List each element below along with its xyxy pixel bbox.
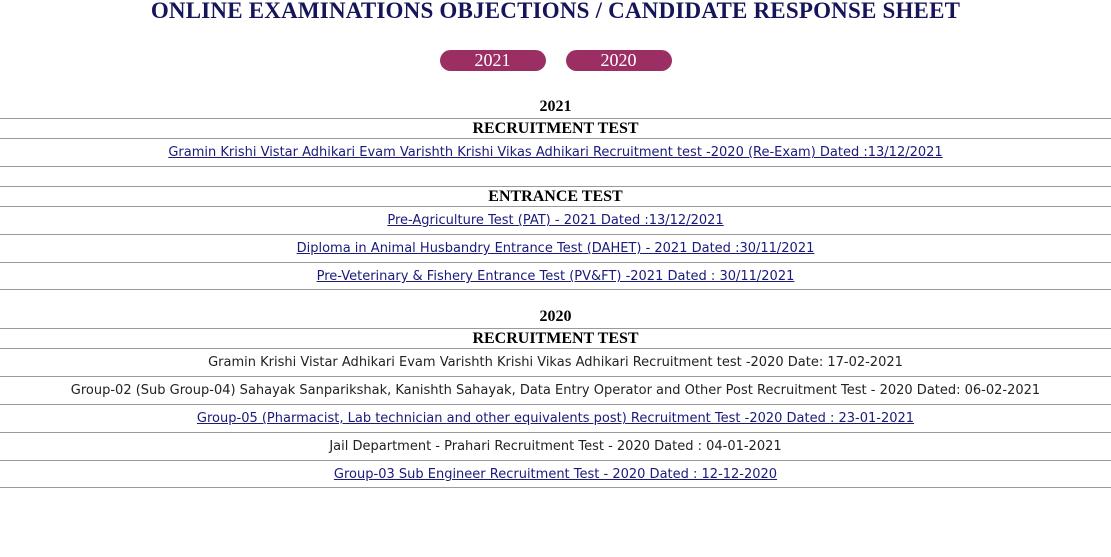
page-title: ONLINE EXAMINATIONS OBJECTIONS / CANDIDATE RESPONSE SHEET [150,0,961,23]
table-row [0,376,1111,404]
exam-link-group03-2020[interactable]: Group-03 Sub Engineer Recruitment Test - 2020 Dated : 12-12-2020 [333,467,778,482]
table-row [0,404,1111,432]
year-tabs [0,50,1111,72]
section-heading-entrance-2021: ENTRANCE TEST [0,186,1111,206]
section-year-2021: 2021 [539,98,572,115]
table-row [0,460,1111,488]
exam-link-group05-2020[interactable]: Group-05 (Pharmacist, Lab technician and other equivalents post) Recruitment Test -2020 Dated : 23-01-2021 [196,411,915,426]
table-row [0,234,1111,262]
table-2021-recruitment [0,118,1111,194]
exam-link-dahet-2021[interactable]: Diploma in Animal Husbandry Entrance Test (DAHET) - 2021 Dated :30/11/2021 [296,241,815,256]
table-row [0,432,1111,460]
exam-link-pat-2021[interactable]: Pre-Agriculture Test (PAT) - 2021 Dated :13/12/2021 [387,213,724,228]
table-row [0,262,1111,290]
table-row [0,348,1111,376]
table-row [0,206,1111,234]
table-row [0,138,1111,166]
exam-link-gkva-reexam-2021[interactable]: Gramin Krishi Vistar Adhikari Evam Varishth Krishi Vikas Adhikari Recruitment test -2020 (Re-Exam) Dated :13/12/2021 [168,145,943,160]
section-heading-recruitment-2021: RECRUITMENT TEST [0,118,1111,138]
exam-link-pvft-2021[interactable]: Pre-Veterinary & Fishery Entrance Test (PV&FT) -2021 Dated : 30/11/2021 [316,269,795,284]
tab-2021[interactable]: 2021 [440,50,546,71]
exam-text-jail-prahari-2020: Jail Department - Prahari Recruitment Test - 2020 Dated : 04-01-2021 [329,439,782,454]
exam-text-group02-2020: Group-02 (Sub Group-04) Sahayak Sanparikshak, Kanishth Sahayak, Data Entry Operator and Other Post Recruitment Test - 2020 Dated: 06-02-2021 [70,383,1041,398]
tab-2020[interactable]: 2020 [566,50,672,71]
section-heading-recruitment-2020: RECRUITMENT TEST [0,328,1111,348]
table-2021-entrance [0,186,1111,290]
section-year-2020: 2020 [539,308,572,325]
exam-text-gkva-2020: Gramin Krishi Vistar Adhikari Evam Varishth Krishi Vikas Adhikari Recruitment test -2020 Date: 17-02-2021 [208,355,903,370]
table-2020-recruitment [0,328,1111,488]
